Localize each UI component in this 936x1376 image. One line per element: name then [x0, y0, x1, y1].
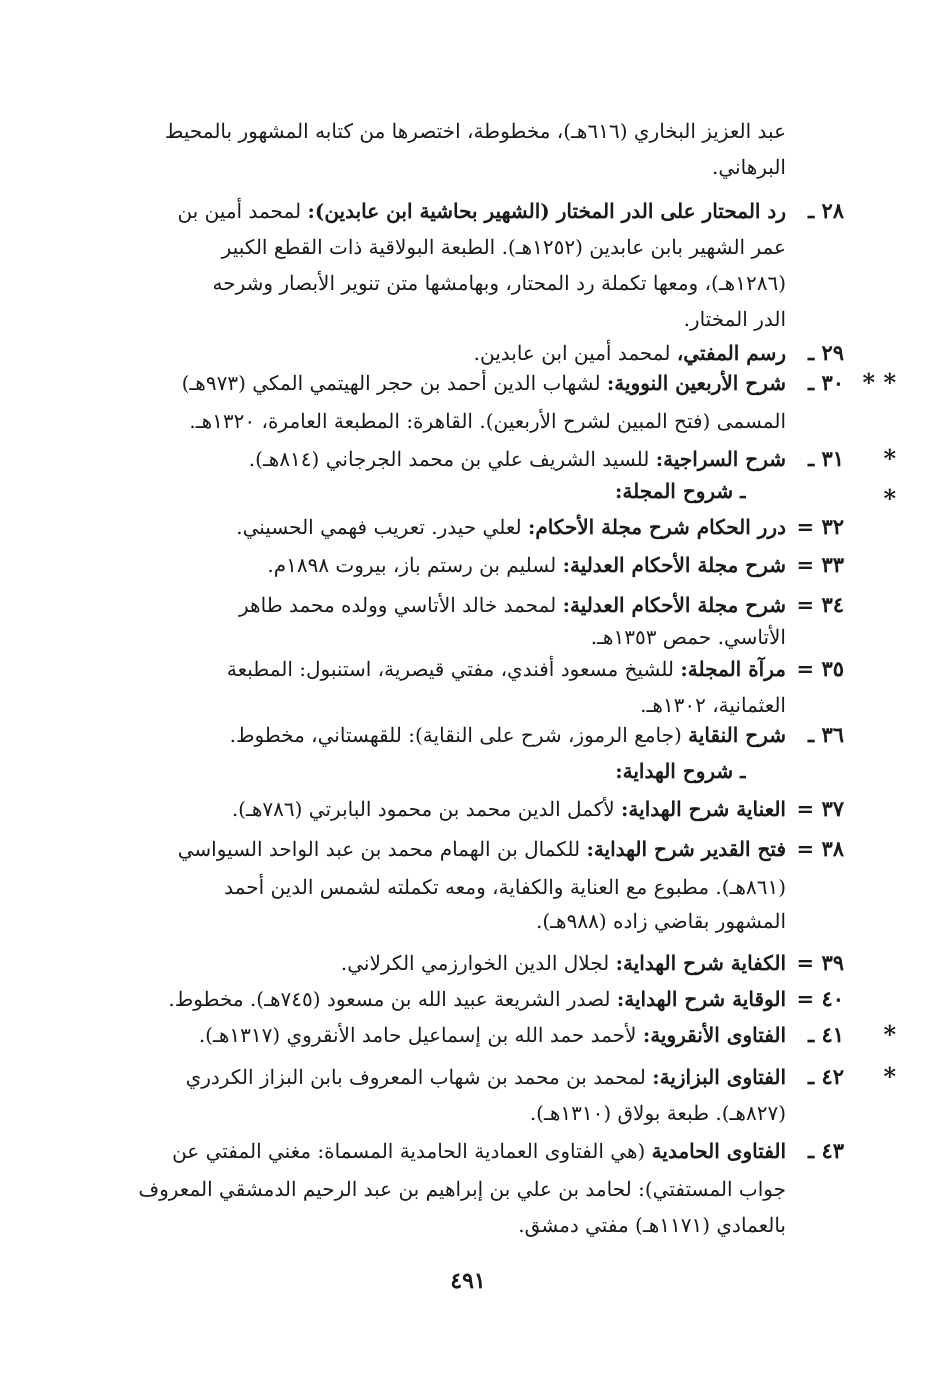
entry-38	[0, 834, 936, 864]
entry-28-cont-3: الدر المختار.	[683, 307, 786, 331]
entry-34	[0, 590, 936, 620]
entry-35-cont-1: العثمانية، ١٣٠٢هـ.	[640, 693, 786, 717]
entry-42	[0, 1062, 936, 1092]
entry-title: شرح مجلة الأحكام العدلية:	[562, 593, 786, 617]
intro-line-2: البرهاني.	[712, 155, 786, 179]
entry-line	[132, 550, 786, 580]
entry-number: ٣٠ ـ	[807, 370, 844, 395]
entry-32	[0, 512, 936, 542]
entry-title: رسم المفتي،	[676, 341, 786, 365]
entry-title: شرح النقاية	[688, 723, 786, 747]
entry-36	[0, 720, 936, 750]
entry-37	[0, 794, 936, 824]
entry-line	[132, 196, 786, 226]
entry-28-cont-2: (١٢٨٦هـ)، ومعها تكملة رد المحتار، وبهامشها متن تنوير الأبصار وشرحه	[212, 271, 786, 295]
entry-43	[0, 1136, 936, 1166]
entry-title: فتح القدير شرح الهداية:	[586, 837, 786, 861]
entry-title: درر الحكام شرح مجلة الأحكام:	[527, 515, 786, 539]
entry-35	[0, 654, 936, 684]
entry-title: رد المحتار على الدر المختار (الشهير بحاشية ابن عابدين):	[307, 199, 786, 223]
entry-number: ٣١ ـ	[807, 446, 844, 471]
entry-line	[132, 590, 786, 620]
entry-number: ٣٥ =	[796, 656, 844, 681]
entry-number: ٣٦ ـ	[807, 722, 844, 747]
entry-38-cont-2: المشهور بقاضي زاده (٩٨٨هـ).	[536, 909, 786, 933]
entry-line	[132, 512, 786, 542]
entry-text: لمحمد خالد الأتاسي وولده محمد طاهر	[239, 593, 563, 617]
entry-text: (جامع الرموز، شرح على النقاية): للقهستاني، مخطوط.	[229, 723, 689, 747]
entry-number: ٣٩ =	[796, 950, 844, 975]
entry-text: لصدر الشريعة عبيد الله بن مسعود (٧٤٥هـ). مخطوط.	[168, 987, 617, 1011]
entry-title: الكفاية شرح الهداية:	[615, 951, 786, 975]
entry-43-cont-1: جواب المستفتي): لحامد بن علي بن إبراهيم بن عبد الرحيم الدمشقي المعروف	[138, 1177, 786, 1201]
entry-line	[132, 368, 786, 398]
entry-text: لجلال الدين الخوارزمي الكرلاني.	[340, 951, 616, 975]
entry-title: ـ شروح الهداية:	[615, 759, 746, 783]
entry-line	[132, 1062, 786, 1092]
entry-title: شرح مجلة الأحكام العدلية:	[562, 553, 786, 577]
entry-number: ٢٩ ـ	[807, 340, 844, 365]
entry-41	[0, 1020, 936, 1050]
entry-39	[0, 948, 936, 978]
entry-30-cont-1: المسمى (فتح المبين لشرح الأربعين). القاهرة: المطبعة العامرة، ١٣٢٠هـ.	[189, 409, 786, 433]
entry-line	[132, 794, 786, 824]
page-number: ٤٩١	[450, 1268, 486, 1294]
entry-line	[132, 948, 786, 978]
entry-text: لأحمد حمد الله بن إسماعيل حامد الأنقروي (١٣١٧هـ).	[198, 1023, 643, 1047]
entry-text: (هي الفتاوى العمادية الحامدية المسماة: مغني المفتي عن	[172, 1139, 652, 1163]
section-hidaya-commentaries	[0, 756, 936, 786]
section-heading	[132, 476, 746, 506]
entry-title: العناية شرح الهداية:	[621, 797, 786, 821]
entry-text: للشيخ مسعود أفندي، مفتي قيصرية، استنبول: المطبعة	[226, 657, 681, 681]
entry-number: ٤١ ـ	[807, 1022, 844, 1047]
entry-line	[132, 444, 786, 474]
entry-star: * *	[862, 368, 896, 397]
entry-30	[0, 368, 936, 398]
entry-43-cont-2: بالعمادي (١١٧١هـ) مفتي دمشق.	[518, 1213, 786, 1237]
entry-42-cont-1: (٨٢٧هـ). طبعة بولاق (١٣١٠هـ).	[529, 1101, 786, 1125]
entry-text: للسيد الشريف علي بن محمد الجرجاني (٨١٤هـ).	[248, 447, 656, 471]
entry-star: *	[883, 1020, 896, 1049]
entry-line	[132, 1020, 786, 1050]
entry-line	[132, 1136, 786, 1166]
entry-38-cont-1: (٨٦١هـ). مطبوع مع العناية والكفاية، ومعه تكملته لشمس الدين أحمد	[224, 875, 786, 899]
entry-star: *	[883, 444, 896, 473]
entry-number: ٣٨ =	[796, 836, 844, 861]
entry-text: لمحمد أمين ابن عابدين.	[473, 341, 677, 365]
entry-31	[0, 444, 936, 474]
entry-33	[0, 550, 936, 580]
entry-text: للكمال بن الهمام محمد بن عبد الواحد السيواسي	[177, 837, 587, 861]
entry-title: شرح الأربعين النووية:	[606, 371, 786, 395]
entry-number: ٣٢ =	[796, 514, 844, 539]
entry-number: ٤٠ =	[796, 986, 844, 1011]
entry-line	[132, 984, 786, 1014]
entry-text: لمحمد أمين بن	[177, 199, 308, 223]
entry-line	[132, 338, 786, 368]
entry-star: *	[883, 484, 896, 513]
entry-star: *	[883, 1062, 896, 1091]
entry-text: لسليم بن رستم باز، بيروت ١٨٩٨م.	[267, 553, 563, 577]
entry-title: الفتاوى الحامدية	[651, 1139, 786, 1163]
entry-40	[0, 984, 936, 1014]
entry-line	[132, 654, 786, 684]
entry-title: شرح السراجية:	[655, 447, 786, 471]
section-heading	[132, 756, 746, 786]
entry-line	[132, 834, 786, 864]
section-majalla-commentaries	[0, 476, 936, 513]
entry-28-cont-1: عمر الشهير بابن عابدين (١٢٥٢هـ). الطبعة البولاقية ذات القطع الكبير	[221, 235, 786, 259]
entry-number: ٢٨ ـ	[807, 198, 844, 223]
entry-text: لعلي حيدر. تعريب فهمي الحسيني.	[236, 515, 528, 539]
entry-number: ٤٣ ـ	[807, 1138, 844, 1163]
entry-title: مرآة المجلة:	[680, 657, 786, 681]
entry-text: لأكمل الدين محمد بن محمود البابرتي (٧٨٦هـ).	[231, 797, 622, 821]
entry-text: لمحمد بن محمد بن شهاب المعروف بابن البزاز الكردري	[185, 1065, 653, 1089]
entry-text: لشهاب الدين أحمد بن حجر الهيتمي المكي (٩٧٣هـ)	[181, 371, 607, 395]
entry-29	[0, 338, 936, 368]
entry-number: ٣٤ =	[796, 592, 844, 617]
entry-34-cont-1: الأتاسي. حمص ١٣٥٣هـ.	[590, 625, 786, 649]
entry-title: الفتاوى الأنقروية:	[642, 1023, 786, 1047]
entry-title: الوقاية شرح الهداية:	[616, 987, 786, 1011]
entry-28	[0, 196, 936, 226]
entry-number: ٣٧ =	[796, 796, 844, 821]
entry-line	[132, 720, 786, 750]
intro-line-1: عبد العزيز البخاري (٦١٦هـ)، مخطوطة، اختصرها من كتابه المشهور بالمحيط	[164, 119, 786, 143]
entry-title: ـ شروح المجلة:	[615, 479, 746, 503]
entry-number: ٣٣ =	[796, 552, 844, 577]
entry-number: ٤٢ ـ	[807, 1064, 844, 1089]
entry-title: الفتاوى البزازية:	[652, 1065, 786, 1089]
